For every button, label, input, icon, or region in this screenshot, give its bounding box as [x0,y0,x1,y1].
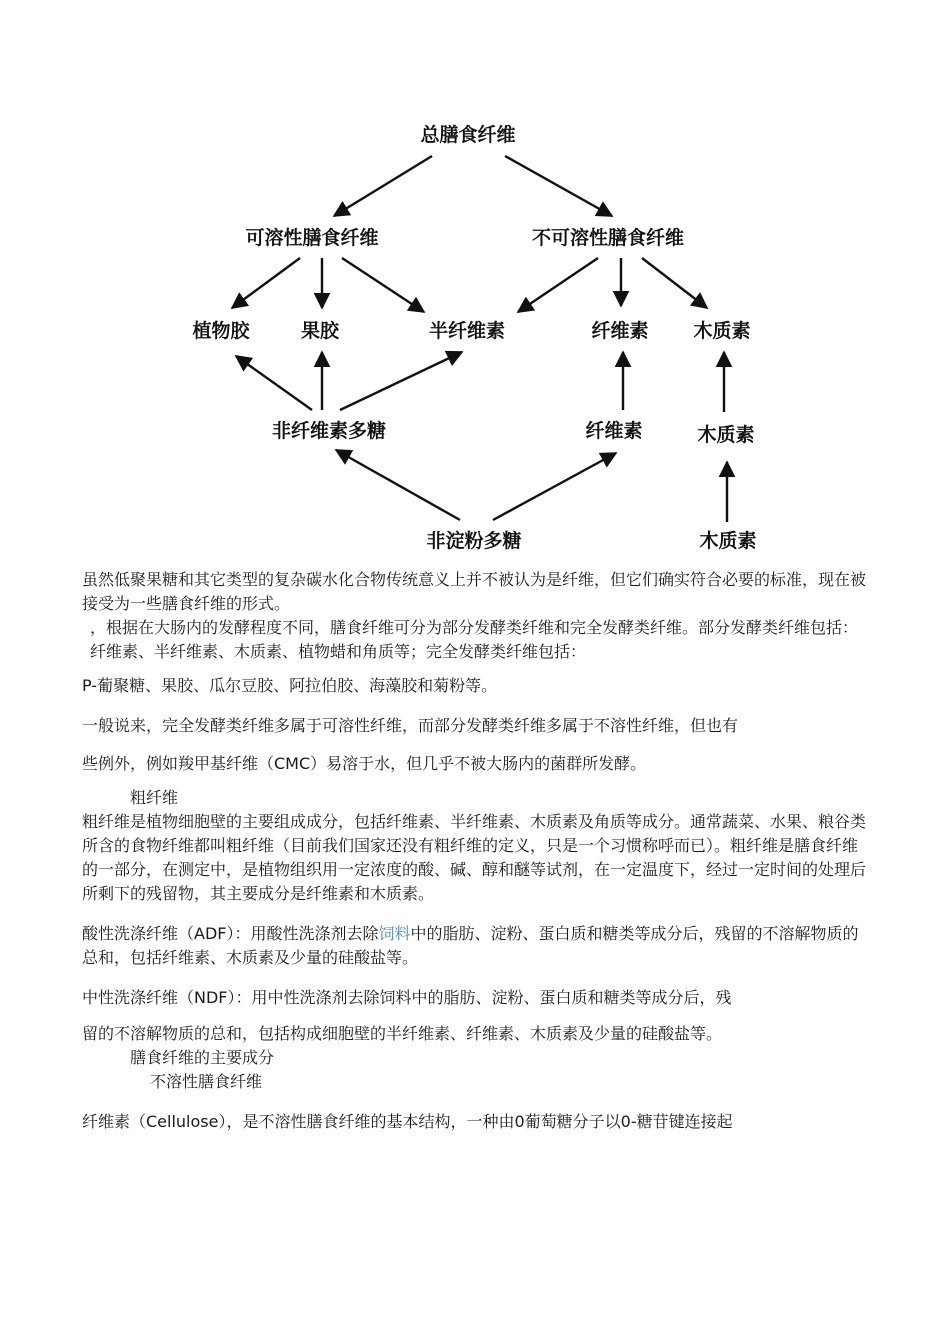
paragraph-ndf-line2: 留的不溶解物质的总和，包括构成细胞壁的半纤维素、纤维素、木质素及少量的硅酸盐等。 [82,1024,723,1043]
arrow-soluble-to-gum [232,258,300,308]
adf-text-post: 中的脂肪、淀粉、蛋白质和糖类等成分后，残留的不溶解物质的总和，包括纤维素、木质素及少量的硅酸盐等。 [82,924,859,967]
heading-main-components: 膳食纤维的主要成分 [130,1048,275,1067]
node-lignin-top: 木质素 [693,320,751,342]
node-lignin-mid: 木质素 [697,424,755,446]
paragraph-fermentable-list: P-葡聚糖、果胶、瓜尔豆胶、阿拉伯胶、海藻胶和菊粉等。 [82,676,498,695]
heading-crude-fiber: 粗纤维 [130,788,179,807]
arrow-insoluble-to-lignin [642,258,707,308]
paragraph-cellulose: 纤维素（Cellulose），是不溶性膳食纤维的基本结构，一种由0葡萄糖分子以0-糖苷键连接起 [82,1112,733,1131]
paragraph-fermentation: ，根据在大肠内的发酵程度不同，膳食纤维可分为部分发酵类纤维和完全发酵类纤维。部分发酵类纤维包括：纤维素、半纤维素、木质素、植物蜡和角质等；完全发酵类纤维包括： [90,618,859,661]
heading-insoluble-fiber: 不溶性膳食纤维 [150,1072,263,1091]
arrow-nsp-to-cellulose [493,453,616,520]
node-non-cellulose-polysaccharide: 非纤维素多糖 [271,420,387,442]
dietary-fiber-classification-diagram [0,0,950,570]
node-total-dietary-fiber: 总膳食纤维 [420,124,516,146]
node-cellulose-mid: 纤维素 [585,420,643,442]
node-non-starch-polysaccharide: 非淀粉多糖 [426,530,522,552]
paragraph-crude-fiber: 粗纤维是植物细胞壁的主要组成成分，包括纤维素、半纤维素、木质素及角质等成分。通常蔬菜、水果、粮谷类所含的食物纤维都叫粗纤维（目前我们国家还没有粗纤维的定义，只是一个习惯称呼而已）。粗纤维是膳食纤维的一部分，在测定中，是植物组织用一定浓度的酸、碱、醇和醚等试剂，在一定温度下，经过一定时间的处理后所剩下的残留物，其主要成分是纤维素和木质素。 [82,812,867,903]
arrow-ncp-to-gum [236,356,312,410]
arrow-total-to-insoluble [505,156,612,216]
paragraph-oligofructose: 虽然低聚果糖和其它类型的复杂碳水化合物传统意义上并不被认为是纤维，但它们确实符合必要的标准，现在被接受为一些膳食纤维的形式。 [82,570,867,613]
arrow-nsp-to-ncp [336,450,460,520]
node-hemicellulose: 半纤维素 [428,320,506,342]
node-insoluble-fiber: 不可溶性膳食纤维 [531,227,685,249]
node-soluble-fiber: 可溶性膳食纤维 [245,227,379,249]
arrow-soluble-to-hemicellulose [342,258,424,312]
node-pectin: 果胶 [300,320,340,342]
document-body [82,568,872,1134]
arrow-total-to-soluble [334,156,432,216]
paragraph-ndf-line1: 中性洗涤纤维（NDF）：用中性洗涤剂去除饲料中的脂肪、淀粉、蛋白质和糖类等成分后，残 [82,988,732,1007]
arrow-ncp-to-hemicellulose [340,352,462,410]
paragraph-soluble-note-line1: 一般说来，完全发酵类纤维多属于可溶性纤维，而部分发酵类纤维多属于不溶性纤维，但也有 [82,716,739,735]
feed-link[interactable]: 饲料 [378,924,411,943]
arrow-insoluble-to-hemicellulose [518,258,598,312]
adf-text-pre: 酸性洗涤纤维（ADF）：用酸性洗涤剂去除 [82,924,379,943]
paragraph-soluble-note-line2: 些例外，例如羧甲基纤维（CMC）易溶于水，但几乎不被大肠内的菌群所发酵。 [82,754,647,773]
node-plant-gum: 植物胶 [192,320,250,342]
node-cellulose-top: 纤维素 [591,320,649,342]
paragraph-adf [82,922,872,970]
node-lignin-bottom: 木质素 [699,530,757,552]
